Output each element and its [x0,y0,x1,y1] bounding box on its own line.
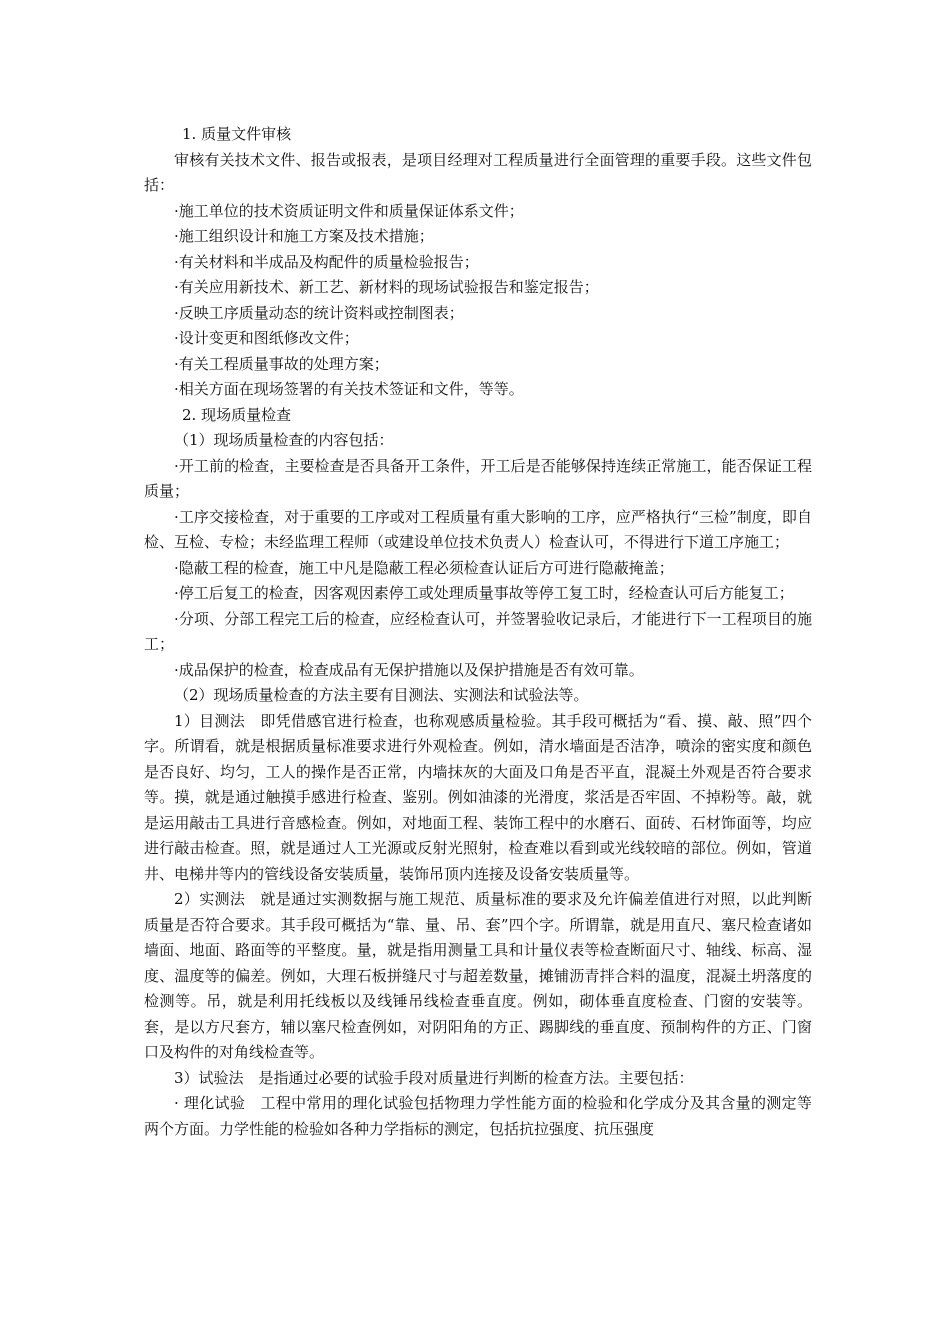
document-page [144,122,812,1142]
list-item: ·分项、分部工程完工后的检查，应经检查认可，并签署验收记录后，才能进行下一工程项目的施工； [144,609,812,653]
list-item: ·有关材料和半成品及构配件的质量检验报告； [174,252,479,271]
list-item: ·成品保护的检查，检查成品有无保护措施以及保护措施是否有效可靠。 [174,660,644,679]
paragraph-measurement-method: 2）实测法 就是通过实测数据与施工规范、质量标准的要求及允许偏差值进行对照，以此判断质量是否符合要求。其手段可概括为“靠、量、吊、套”四个字。所谓靠，就是用直尺、塞尺检查诸如墙面、地面、路面等的平整度。量，就是指用测量工具和计量仪表等检查断面尺寸、轴线、标高、湿度、温度等的偏差。例如，大理石板拼缝尺寸与超差数量，摊铺沥青拌合料的温度，混凝土坍落度的检测等。吊，就是利用托线板以及线锤吊线检查垂直度。例如，砌体垂直度检查、门窗的安装等。套，是以方尺套方，辅以塞尺检查例如，对阴阳角的方正、踢脚线的垂直度、预制构件的方正、门窗口及构件的对角线检查等。 [144,890,812,1061]
list-item: ·施工单位的技术资质证明文件和质量保证体系文件； [174,201,524,220]
list-item: ·施工组织设计和施工方案及技术措施； [174,227,434,245]
paragraph-test-method: 3）试验法 是指通过必要的试验手段对质量进行判断的检查方法。主要包括： [174,1068,694,1087]
heading-quality-document-review: 1. 质量文件审核 [182,125,292,143]
heading-site-quality-inspection: 2. 现场质量检查 [182,405,292,424]
list-item: ·开工前的检查，主要检查是否具备开工条件，开工后是否能够保持连续正常施工，能否保证工程质量； [144,456,812,500]
paragraph-physicochemical-test: · 理化试验 工程中常用的理化试验包括物理力学性能方面的检验和化学成分及其含量的测定等两个方面。力学性能的检验如各种力学指标的测定，包括抗拉强度、抗压强度 [144,1094,812,1138]
list-item: ·有关应用新技术、新工艺、新材料的现场试验报告和鉴定报告； [174,278,599,296]
list-item: ·有关工程质量事故的处理方案； [174,354,389,373]
subheading-inspection-methods: （2）现场质量检查的方法主要有目测法、实测法和试验法等。 [174,686,589,704]
paragraph-visual-method: 1）目测法 即凭借感官进行检查，也称观感质量检验。其手段可概括为“看、摸、敲、照”四个字。所谓看，就是根据质量标准要求进行外观检查。例如，清水墙面是否洁净，喷涂的密实度和颜色是否良好、均匀，工人的操作是否正常，内墙抹灰的大面及口角是否平直，混凝土外观是否符合要求等。摸，就是通过触摸手感进行检查、鉴别。例如油漆的光滑度，浆活是否牢固、不掉粉等。敲，就是运用敲击工具进行音感检查。例如，对地面工程、装饰工程中的水磨石、面砖、石材饰面等，均应进行敲击检查。照，就是通过人工光源或反射光照射，检查难以看到或光线较暗的部位。例如，管道井、电梯井等内的管线设备安装质量，装饰吊顶内连接及设备安装质量等。 [144,711,812,883]
list-item: ·相关方面在现场签署的有关技术签证和文件，等等。 [174,380,524,398]
list-item: ·工序交接检查，对于重要的工序或对工程质量有重大影响的工序，应严格执行“三检”制度，即自检、互检、专检；未经监理工程师（或建设单位技术负责人）检查认可，不得进行下道工序施工； [144,507,812,551]
list-item: ·反映工序质量动态的统计资料或控制图表； [174,303,464,322]
subheading-inspection-content: （1）现场质量检查的内容包括： [174,431,394,449]
list-item: ·隐蔽工程的检查，施工中凡是隐蔽工程必须检查认证后方可进行隐蔽掩盖； [174,558,674,577]
list-item: ·停工后复工的检查，因客观因素停工或处理质量事故等停工复工时，经检查认可后方能复工； [174,584,794,602]
list-item: ·设计变更和图纸修改文件； [174,329,359,347]
paragraph-intro: 审核有关技术文件、报告或报表，是项目经理对工程质量进行全面管理的重要手段。这些文件包括： [144,150,812,194]
